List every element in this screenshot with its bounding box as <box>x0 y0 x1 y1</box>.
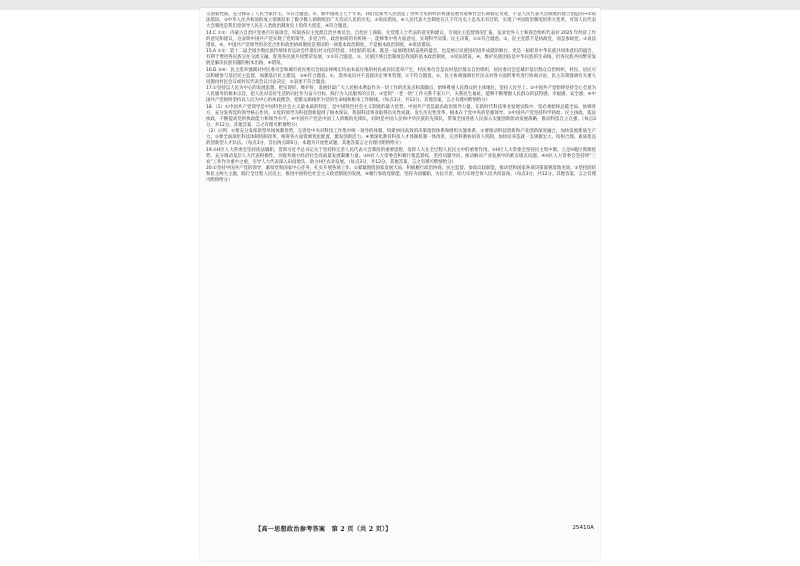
answer-paragraph-15: 15.A ①②：第十二届全国少数民族传统体育运动会传递出对文化的热爱，对团结的追求，既是一届展现团结奋进的盛会，也是展示民族团结进步成就的舞台。更是一届彰显中华民族共同体意识的盛会，有利于增进各民族交往交流交融，促进各民族共同繁荣发展，①②符合题意。③，民族区域自治制度是我国的基本政治制度，③说法错误。④，维护民族团结是中华民族的生命线，但各民族共同繁荣发展是解决民族问题的根本出路，④错误。 <box>206 49 596 67</box>
answer-paragraph-18-1: 18.（1）①中国共产党领导是中国特色社会主义最本质的特征，是中国特色社会主义制度的最大优势，中国共产党是最高政治领导力量。在新时代科技事业发展实践中，党必须始终总揽全局、协调各方，充分发挥党的领导核心作用。②党的领导为科技创新提供了根本保证，我国科技事业取得历史性成就、发生历史性变革，根本在于党中央的坚强领导。③中国共产党坚持科学执政、民主执政、依法执政，不断提高党的执政能力和领导水平。④中国共产党是中国工人阶级的先锋队，同时是中国人民和中华民族的先锋队，带领全国各族人民深入实施创新驱动发展战略，推动科技自立自强。（每点3分，共12分。其他答案，言之有理可酌情给分） <box>206 104 596 128</box>
answer-paragraph-13-continued: 义国家性质、充分保证了人民当家作主。①符合题意。②，新中国成立七十年来，我们党领导人民创造了世所罕见的经济快速发展奇迹和社会长期稳定奇迹，不是人民代表大会制度的建立创造的→②说法错误。③中华人民共和国的成立彻底结束了极少数人剥削统治广大劳动人民的历史，③说法错误。④人民代表大会制度在几千年历史上是从未有过的，实现了中国政治制度的伟大变革，可知人民代表大会制度是我们党领导人民在人类政治制度史上的伟大创造，④符合题意。 <box>206 12 596 30</box>
answer-paragraph-14: 14.C ①②：内蒙古自治区党委召开座谈会，听取各民主党派自治区委员会、自治区工商联、无党派人士代表的意见和建议，专项民主监督情况汇报，征求党外人士和商会组织代表对 2025 年经济工作的意见和建议，这表明中国共产党实现了党的领导、多党合作、政治协商的有机统一，能够集中各方面意见，实现科学决策、民主决策，①②符合题意。③，民主党派不是执政党，而是参政党，③说法错误。④，中国共产党领导的多党合作和政治协商制度是我国的一项基本政治制度，不是根本政治制度，④说法错误。 <box>206 30 596 48</box>
answer-key-body <box>206 12 596 512</box>
footer-document-code: 25410A <box>572 524 594 531</box>
answer-paragraph-18-2: （2）示例：①要充分发挥新型举国体制优势，完善党中央对科技工作集中统一领导的体制，构建协同高效的决策指挥体系和组织实施体系。②要推动科技创新和产业创新深度融合，加快发展新质生产力。③要全面深化科技体制机制改革，统筹各方面资源优化配置，激发创新活力。④要深化教育科技人才体制机制一体改革，完善科教协同育人机制，加快培养造就一支规模宏大、结构合理、素质优良的创新型人才队伍。（每点3分，答出两点即6分。本题为开放性试题，其他答案言之有理可酌情给分） <box>206 129 596 147</box>
answer-paragraph-20: 20.①坚持中国共产党的领导，紧扣党和国家中心任务，扎实开展各项工作。②紧紧围绕国家发展大局，积极履行政治协商、民主监督、参政议政职能，推动党和国家各项决策部署落地见效。③坚持团结和民主两大主题，践行全过程人民民主，推进中国特色社会主义政党制度的发展。④履行参政党职能，坚持为国履职、为民尽责，助力实现全体人民共同富裕。（每点3分，共12分。其他答案，言之有理可酌情给分） <box>206 166 596 184</box>
footer-title: 【高一思想政治参考答案 第 2 页（共 2 页）】 <box>255 526 392 533</box>
answer-paragraph-17: 17.①坚持以人民为中心的发展思想，把实现好、维护好、发展好最广大人民根本利益作为一切工作的出发点和落脚点，始终尊重人民群众的主体地位，坚持人民至上。②中国共产党始终坚持全心全意为人民服务的根本宗旨，把人民对美好生活的向往作为奋斗目标，践行为人民服务的宗旨。③党的“一老一幼”工作关系千家万户，关系民生福祉，能够不断增强人民群众的获得感、幸福感、安全感。④中国共产党始终坚持以人民为中心的执政理念，把群众路线作为党的生命线和根本工作路线。（每点3分，共12分。其他答案，言之有理可酌情给分） <box>206 86 596 104</box>
answer-paragraph-19: 19.①H区人大常委会坚持依法履职，贯彻习近平总书记关于坚持和完善人民代表大会制度的重要思想，发挥人大在全过程人民民主中的重要作用。②H区人大常委会坚持民主集中制，立足H地区资源优势，充分调动基层人大代表积极性，为服务地方经济社会高质量发展凝聚力量。③H区人大常委会积极行使监督权，坚持问题导向，推动解决产业发展中的难点堵点问题。④H区人大常委会坚持将“三农”工作作为重中之重，引导人大代表深入田间地头，助力H区农业发展。（每点3分，共12分。其他答案，言之有理可酌情给分） <box>206 147 596 165</box>
answer-paragraph-16: 16.D ③④：民主选举强调对村民委员会和城市居民委员会按法律规定均由本届住地的村民或居民选举产生，村民委员会是农村基层群众自治组织，居民委员会是城市基层群众自治组织，村民、居民可以积极参与基层民主监督，加强基层民主建设，③④符合题意。①，选举成员并不直接决定事务管理，①不符合题意。②，民主协商强调社区民众对各方面的事务进行协商讨论，民主决策强调有关重大问题由村民会议或村民代表会议讨论决定，②表述不符合题意。 <box>206 67 596 85</box>
page-footer <box>200 524 600 536</box>
